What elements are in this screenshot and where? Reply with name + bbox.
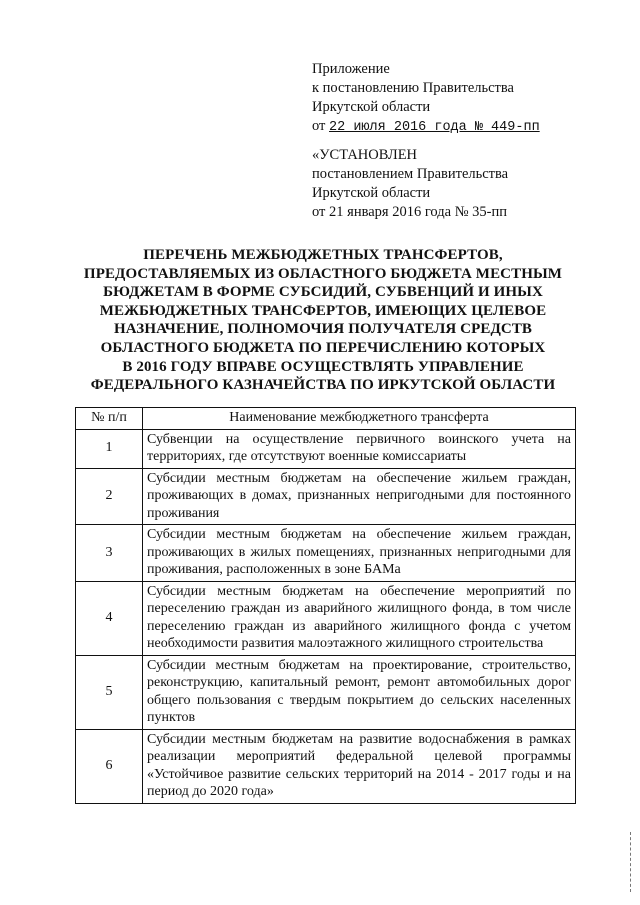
row-number: 6	[76, 729, 143, 803]
appendix-date-prefix: от	[312, 118, 326, 134]
appendix-region: Иркутской области	[312, 99, 431, 115]
table-row	[76, 581, 576, 655]
established-resolution-ref: постановлением Правительства	[312, 166, 509, 182]
table-header-row	[76, 408, 576, 430]
row-number: 3	[76, 525, 143, 582]
title-line: МЕЖБЮДЖЕТНЫХ ТРАНСФЕРТОВ, ИМЕЮЩИХ ЦЕЛЕВОЕ	[99, 302, 547, 319]
established-date: от 21 января 2016 года № 35-пп	[312, 204, 507, 220]
header-number: № п/п	[76, 408, 143, 430]
table-row	[76, 655, 576, 729]
document-title	[60, 246, 586, 395]
row-name: Субсидии местным бюджетам на обеспечение жильем граждан, проживающих в домах, признанных непригодными для постоянного проживания	[143, 468, 576, 525]
established-region: Иркутской области	[312, 185, 431, 201]
transfers-table	[75, 407, 576, 804]
table-row	[76, 525, 576, 582]
title-line: ОБЛАСТНОГО БЮДЖЕТА ПО ПЕРЕЧИСЛЕНИЮ КОТОРЫХ	[100, 339, 546, 356]
row-number: 4	[76, 581, 143, 655]
table-row	[76, 429, 576, 468]
table-row	[76, 468, 576, 525]
row-name: Субсидии местным бюджетам на проектирование, строительство, реконструкцию, капитальный ремонт, ремонт автомобильных дорог общего пользования с твердым покрытием до сельских населенных пунктов	[143, 655, 576, 729]
row-name: Субсидии местным бюджетам на обеспечение жильем граждан, проживающих в жилых помещениях, признанных непригодными для проживания, расположенных в зоне БАМа	[143, 525, 576, 582]
row-name: Субвенции на осуществление первичного воинского учета на территориях, где отсутствуют военные комиссариаты	[143, 429, 576, 468]
title-line: НАЗНАЧЕНИЕ, ПОЛНОМОЧИЯ ПОЛУЧАТЕЛЯ СРЕДСТВ	[113, 321, 533, 338]
appendix-label: Приложение	[312, 61, 390, 77]
row-number: 1	[76, 429, 143, 468]
row-number: 5	[76, 655, 143, 729]
established-label: «УСТАНОВЛЕН	[312, 147, 418, 163]
row-name: Субсидии местным бюджетам на развитие водоснабжения в рамках реализации мероприятий федеральной целевой программы «Устойчивое развитие сельских территорий на 2014 - 2017 годы и на период до 2020 года»	[143, 729, 576, 803]
established-block	[312, 146, 632, 222]
header-name: Наименование межбюджетного трансферта	[143, 408, 576, 430]
title-line: БЮДЖЕТАМ В ФОРМЕ СУБСИДИЙ, СУБВЕНЦИЙ И ИНЫХ	[103, 284, 543, 301]
title-line: В 2016 ГОДУ ВПРАВЕ ОСУЩЕСТВЛЯТЬ УПРАВЛЕНИЕ	[122, 358, 524, 375]
appendix-date-value: 22 июля 2016 года № 449-пп	[329, 120, 540, 135]
row-number: 2	[76, 468, 143, 525]
row-name: Субсидии местным бюджетам на обеспечение мероприятий по переселению граждан из аварийного жилищного фонда, в том числе переселению граждан из аварийного жилищного фонда с учетом необходимости развития малоэтажного жилищного строительства	[143, 581, 576, 655]
table-row	[76, 729, 576, 803]
scan-edge-mark	[630, 832, 634, 892]
appendix-resolution-ref: к постановлению Правительства	[312, 80, 514, 96]
title-line: ПЕРЕЧЕНЬ МЕЖБЮДЖЕТНЫХ ТРАНСФЕРТОВ,	[143, 247, 503, 263]
title-line: ПРЕДОСТАВЛЯЕМЫХ ИЗ ОБЛАСТНОГО БЮДЖЕТА МЕСТНЫМ	[83, 265, 563, 282]
appendix-block	[312, 60, 632, 137]
appendix-date-line	[312, 117, 632, 137]
title-line: ФЕДЕРАЛЬНОГО КАЗНАЧЕЙСТВА ПО ИРКУТСКОЙ ОБЛАСТИ	[90, 377, 556, 394]
